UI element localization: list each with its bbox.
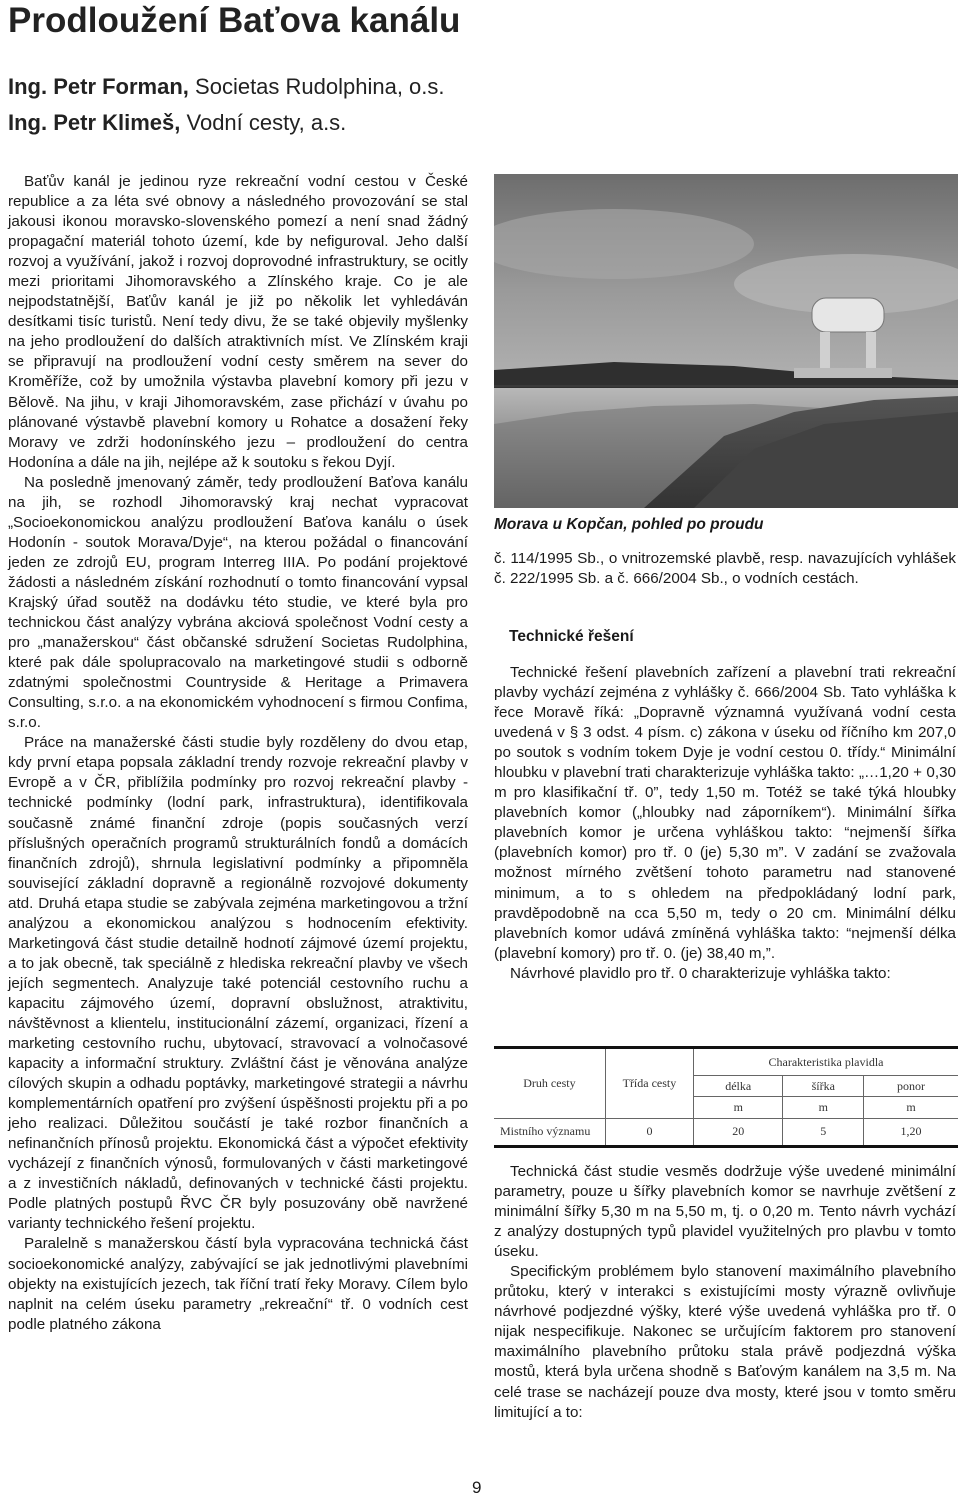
unit-cell: m bbox=[864, 1097, 958, 1118]
header-characteristics: Charakteristika plavidla bbox=[694, 1049, 958, 1076]
header-trida-cesty: Třída cesty bbox=[605, 1049, 693, 1118]
table-cell: 1,20 bbox=[864, 1118, 958, 1145]
article-title: Prodloužení Baťova kanálu bbox=[8, 1, 461, 40]
paragraph: Baťův kanál je jedinou ryze rekreační vodní cestou v České republice a za léta své obnovy a následného provozování se stal jakousi ikonou moravsko-slovenského pomezí a není snad žádný propagační materiál tohoto území, kde by nefiguroval. Jeho další rozvoj a využívání, jakož i rozvoj doprovodné infrastruktury, se ocitly mezi prioritami Jihomoravského a Zlínského kraje. Co je ale nejpodstatnější, Baťův kanál je již po několik let vyhledáván desítkami tisíc turistů. Není tedy divu, že se také objevily myšlenky na jeho prodloužení do dalších atraktivních míst. Ve Zlínském kraji se připravují na prodloužení vodní cesty směrem na sever do Kroměříže, což by umožnila výstavba plavební komory při jezu v Bělově. Na jihu, v kraji Jihomoravském, zase přichází v úvahu po plánované výstavbě plavební komory u Rohatce a dosažení řeky Moravy ve zdrži hodonínského jezu – prodloužení do centra Hodonína a dále na jih, nejlépe až k soutoku s řekou Dyjí. bbox=[8, 173, 468, 471]
paragraph: Návrhové plavidlo pro tř. 0 charakterizuje vyhláška takto: bbox=[510, 964, 891, 982]
author-org: Vodní cesty, a.s. bbox=[180, 110, 347, 135]
unit-cell: m bbox=[783, 1097, 864, 1118]
paragraph: Specifickým problémem bylo stanovení maximálního plavebního průtoku, který v interakci s existujícími mosty výrazně ovlivňuje návrhové podjezdné výšky, které výše uvedená vyhláška pro tř. 0 nijak nespecifikuje. Nakonec se určujícím faktorem pro stanovení maximálního plavebního průtoku stala právě podjezdná výška mostů, která byla určena shodně s Baťovým kanálem na 3,5 m. Na celé trase se nacházejí pouze dva mosty, které jsou v tomto směru limitující a to: bbox=[494, 1263, 956, 1421]
table-cell: Mistního významu bbox=[500, 1124, 591, 1139]
unit-cell: m bbox=[694, 1097, 783, 1118]
right-column-bottom bbox=[494, 1162, 956, 1423]
right-column-top bbox=[494, 549, 956, 589]
paragraph: č. 114/1995 Sb., o vnitrozemské plavbě, resp. navazujících vyhlášek č. 222/1995 Sb. a č. 666/2004 Sb., o vodních cestách. bbox=[494, 550, 956, 588]
right-column-middle bbox=[494, 663, 956, 984]
author-line-2 bbox=[8, 109, 346, 137]
left-column bbox=[8, 172, 468, 1335]
header-druh-cesty: Druh cesty bbox=[494, 1049, 605, 1118]
author-line-1 bbox=[8, 73, 445, 101]
vessel-characteristics-table bbox=[494, 1046, 958, 1148]
paragraph: Práce na manažerské části studie byly rozděleny do dvou etap, kdy první etapa popsala základní trendy rozvoje rekreační plavby v Evropě a v ČR, přiblížila podmínky pro rozvoj rekreační plavby - technické podmínky (lodní park, infrastruktura), identifikovala současně známé finanční zdroje (popis současných verzí příslušných operačních programů strukturálních fondů a domácích finančních zdrojů), shrnula legislativní podmínky a připomněla související základní dopravně a regionálně rozvojové dokumenty atd. Druhá etapa studie se zabývala zejména marketingovou a tržní analýzou a ekonomickou analýzou s hodnocením efektivity. Marketingová část studie detailně hodnotí zájmové území projektu, a to jak obecně, tak speciálně z hlediska rekreační plavby ve všech jejích segmentech. Analyzuje také potenciál cestovního ruchu a kapacitu zájmového území, dopravní obslužnost, atraktivitu, návštěvnost a klientelu, institucionální zázemí, organizaci, řízení a marketing cestovního ruchu, ubytovací, stravovací a volnočasové kapacity a informační struktury. Zvláštní část je věnována analýze cílových skupin a odhadu poptávky, marketingové strategii a návrhu komplementárních opatření pro zvýšení úspěšnosti projektu při a po jeho realizaci. Důležitou součástí je také rozbor finančních a nefinančních přínosů projektu. Ekonomická část a výpočet efektivity vycházejí z finančních výnosů, formulovaných v části marketingové a z investičních nákladů, definovaných v technické části projektu. Podle platných postupů ŘVC ČR byly posuzovány obě navržené varianty technického řešení projektu. bbox=[8, 734, 468, 1233]
table-cell: 5 bbox=[783, 1118, 864, 1145]
author-name: Ing. Petr Klimeš, bbox=[8, 110, 181, 135]
table-cell: 20 bbox=[694, 1118, 783, 1145]
page-number: 9 bbox=[472, 1478, 482, 1497]
paragraph: Technické řešení plavebních zařízení a plavební trati rekreační plavby vychází zejména z vyhlášky č. 666/2004 Sb. Tato vyhláška k řece Moravě říká: „Dopravně významná využívaná vodní cesta uvedená v § 3 odst. 4 písm. c) zákona v úseku od říčního km 207,0 po soutok s vodním tokem Dyje je vodní cestou 0. třídy.“ Minimální hloubku v plavební trati charakterizuje vyhláška takto: „…1,20 + 0,30 m pro klasifikační tř. 0”, tedy 1,50 m. Totéž se také týká hloubky plavebních komor („hloubky nad záporníkem“). Minimální šířka plavebních komor je určena vyhláškou takto: “nejmenší šířka (plavebních komor) pro tř. 0 (je) 5,30 m”. V zadání se zvažovala možnost mírného zvětšení tohoto parametru nad stanovené minimum, a to s ohledem na předpokládaný lodní park, pravděpodobně na cca 5,50 m, tedy o 20 cm. Minimální délku plavebních komor udává zmíněná vyhláška takto: “nejmenší délka (plavební komory) pro tř. 0. (je) 38,40 m,”. bbox=[494, 664, 956, 962]
river-photo bbox=[494, 174, 958, 508]
header-delka: délka bbox=[694, 1076, 783, 1097]
author-name: Ing. Petr Forman, bbox=[8, 74, 189, 99]
author-org: Societas Rudolphina, o.s. bbox=[188, 74, 445, 99]
section-heading: Technické řešení bbox=[509, 628, 634, 645]
photo-caption: Morava u Kopčan, pohled po proudu bbox=[494, 516, 764, 533]
header-ponor: ponor bbox=[864, 1076, 958, 1097]
paragraph: Technická část studie vesměs dodržuje výše uvedené minimální parametry, pouze u šířky plavebních komor se navrhuje zvětšení z minimální šířky 5,30 m na 5,50 m, tj. o 0,20 m. Tento návrh vychází z analýzy dostupných typů plavidel využitelných pro plavbu v tomto úseku. bbox=[494, 1163, 956, 1261]
paragraph: Na posledně jmenovaný záměr, tedy prodloužení Baťova kanálu na jih, se rozhodl Jihomoravský kraj nechat vypracovat „Socioekonomickou analýzu prodloužení Baťova kanálu o úsek Hodonín - soutok Morava/Dyje“, na kterou požádal o financování jeden ze zdrojů EU, program Interreg IIIA. Po podání projektové žádosti a následném získání rozhodnutí o tomto financování vypsal Krajský úřad soutěž na dodávku této studie, ve které byla pro technickou část analýzy vybrána akciová společnost Vodní cesty a pro „manažerskou“ část občanské sdružení Societas Rudolphina, které pak dále spolupracovalo na marketingové studii s odborně zdatnými společnostmi Countryside & Heritage a Primavera Consulting, s.r.o. a na ekonomickém vyhodnocení s firmou Confima, s.r.o. bbox=[8, 473, 468, 732]
paragraph: Paralelně s manažerskou částí byla vypracována technická část socioekonomické analýzy, zabývající se jak jednotlivými plavebními objekty na existujících jezech, tak říční tratí řeky Moravy. Cílem bylo naplnit na celém úseku parametry „rekreační“ tř. 0 vodních cest podle platného zákona bbox=[8, 1235, 468, 1333]
table-cell: 0 bbox=[605, 1118, 693, 1145]
header-sirka: šířka bbox=[783, 1076, 864, 1097]
